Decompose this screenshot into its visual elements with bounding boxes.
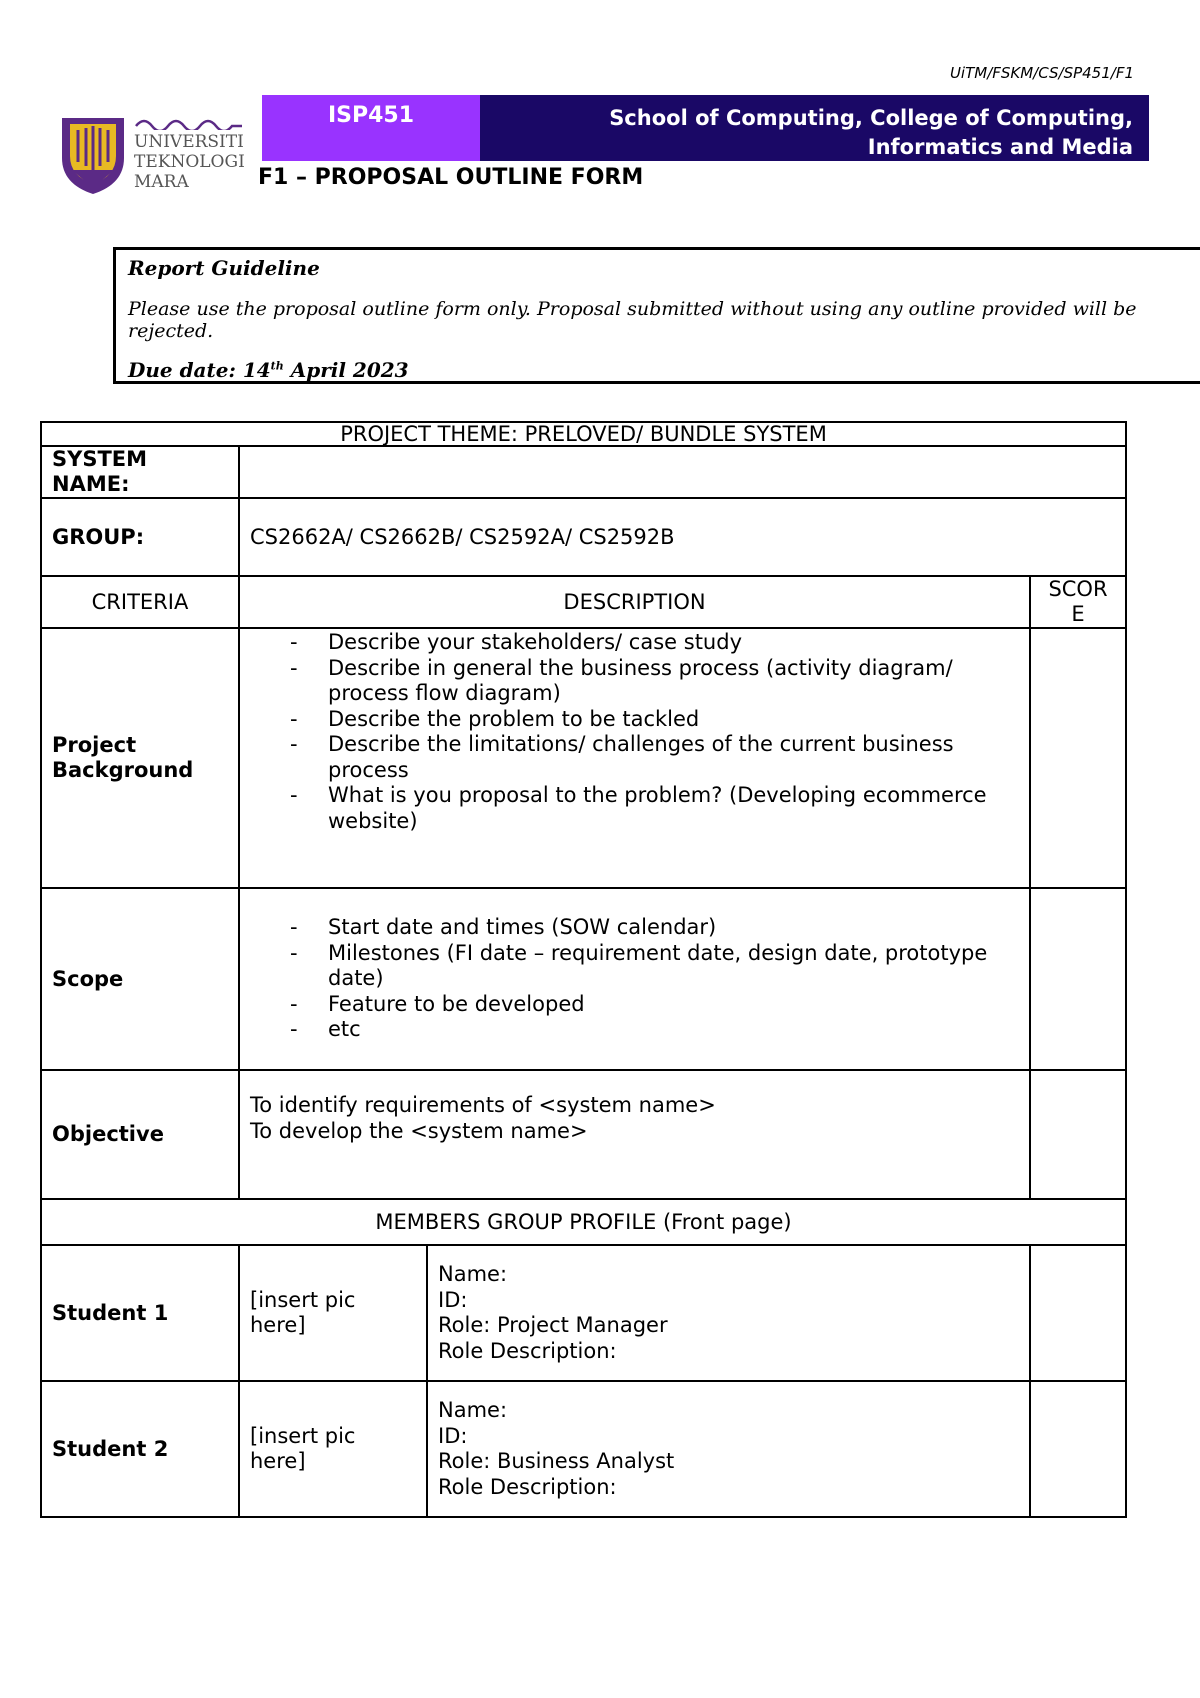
list-item: - etc xyxy=(290,1017,1019,1043)
list-item: - Describe your stakeholders/ case study xyxy=(290,630,1019,656)
student-details: Name: ID: Role: Business Analyst Role Description: xyxy=(427,1381,1030,1517)
objective-row xyxy=(41,1070,1126,1199)
student-photo-placeholder[interactable]: [insert pic here] xyxy=(239,1245,427,1381)
student-label: Student 1 xyxy=(41,1245,239,1381)
list-item: - What is you proposal to the problem? (Developing ecommerce website) xyxy=(290,783,1019,834)
score-cell[interactable] xyxy=(1030,628,1126,888)
criteria-header: CRITERIA xyxy=(41,576,239,628)
list-item: - Describe the limitations/ challenges of the current business process xyxy=(290,732,1019,783)
system-name-label: SYSTEM NAME: xyxy=(41,446,239,498)
scope-label: Scope xyxy=(41,888,239,1070)
score-cell[interactable] xyxy=(1030,1381,1126,1517)
group-label: GROUP: xyxy=(41,498,239,576)
group-value: CS2662A/ CS2662B/ CS2592A/ CS2592B xyxy=(239,498,1126,576)
list-item: - Feature to be developed xyxy=(290,992,1019,1018)
theme-row xyxy=(41,422,1126,446)
list-item: - Describe in general the business process (activity diagram/ process flow diagram) xyxy=(290,656,1019,707)
guideline-note: Please use the proposal outline form only. Proposal submitted without using any outline provided will be rejected. xyxy=(128,298,1137,342)
proposal-outline-table xyxy=(40,421,1127,1518)
header-row xyxy=(41,576,1126,628)
jawi-script-mark xyxy=(134,114,244,130)
members-heading-row xyxy=(41,1199,1126,1245)
score-cell[interactable] xyxy=(1030,1070,1126,1199)
list-item: - Describe the problem to be tackled xyxy=(290,707,1019,733)
system-name-field[interactable] xyxy=(239,446,1126,498)
list-item: - Milestones (FI date – requirement date, design date, prototype date) xyxy=(290,941,1019,992)
form-title: F1 – PROPOSAL OUTLINE FORM xyxy=(258,165,644,190)
student-details: Name: ID: Role: Project Manager Role Description: xyxy=(427,1245,1030,1381)
project-background-description xyxy=(239,628,1030,888)
system-name-row xyxy=(41,446,1126,498)
course-code-band: ISP451 xyxy=(262,95,480,161)
project-background-row xyxy=(41,628,1126,888)
university-name: UNIVERSITI TEKNOLOGI MARA xyxy=(134,132,245,192)
student-photo-placeholder[interactable]: [insert pic here] xyxy=(239,1381,427,1517)
description-header: DESCRIPTION xyxy=(239,576,1030,628)
school-name-band: School of Computing, College of Computing, Informatics and Media xyxy=(480,95,1149,161)
members-heading: MEMBERS GROUP PROFILE (Front page) xyxy=(41,1199,1126,1245)
due-date: Due date: 14th April 2023 xyxy=(128,358,409,382)
score-cell[interactable] xyxy=(1030,1245,1126,1381)
objective-label: Objective xyxy=(41,1070,239,1199)
objective-description: To identify requirements of <system name> To develop the <system name> xyxy=(239,1070,1030,1199)
report-guideline-box xyxy=(113,247,1200,384)
document-code: UiTM/FSKM/CS/SP451/F1 xyxy=(949,64,1134,82)
list-item: - Start date and times (SOW calendar) xyxy=(290,915,1019,941)
score-header: SCOR E xyxy=(1030,576,1126,628)
guideline-heading: Report Guideline xyxy=(128,256,320,280)
score-cell[interactable] xyxy=(1030,888,1126,1070)
scope-description xyxy=(239,888,1030,1070)
student-label: Student 2 xyxy=(41,1381,239,1517)
scope-row xyxy=(41,888,1126,1070)
group-row xyxy=(41,498,1126,576)
project-theme: PROJECT THEME: PRELOVED/ BUNDLE SYSTEM xyxy=(41,422,1126,446)
project-background-label: Project Background xyxy=(41,628,239,888)
student-row xyxy=(41,1381,1126,1517)
student-row xyxy=(41,1245,1126,1381)
